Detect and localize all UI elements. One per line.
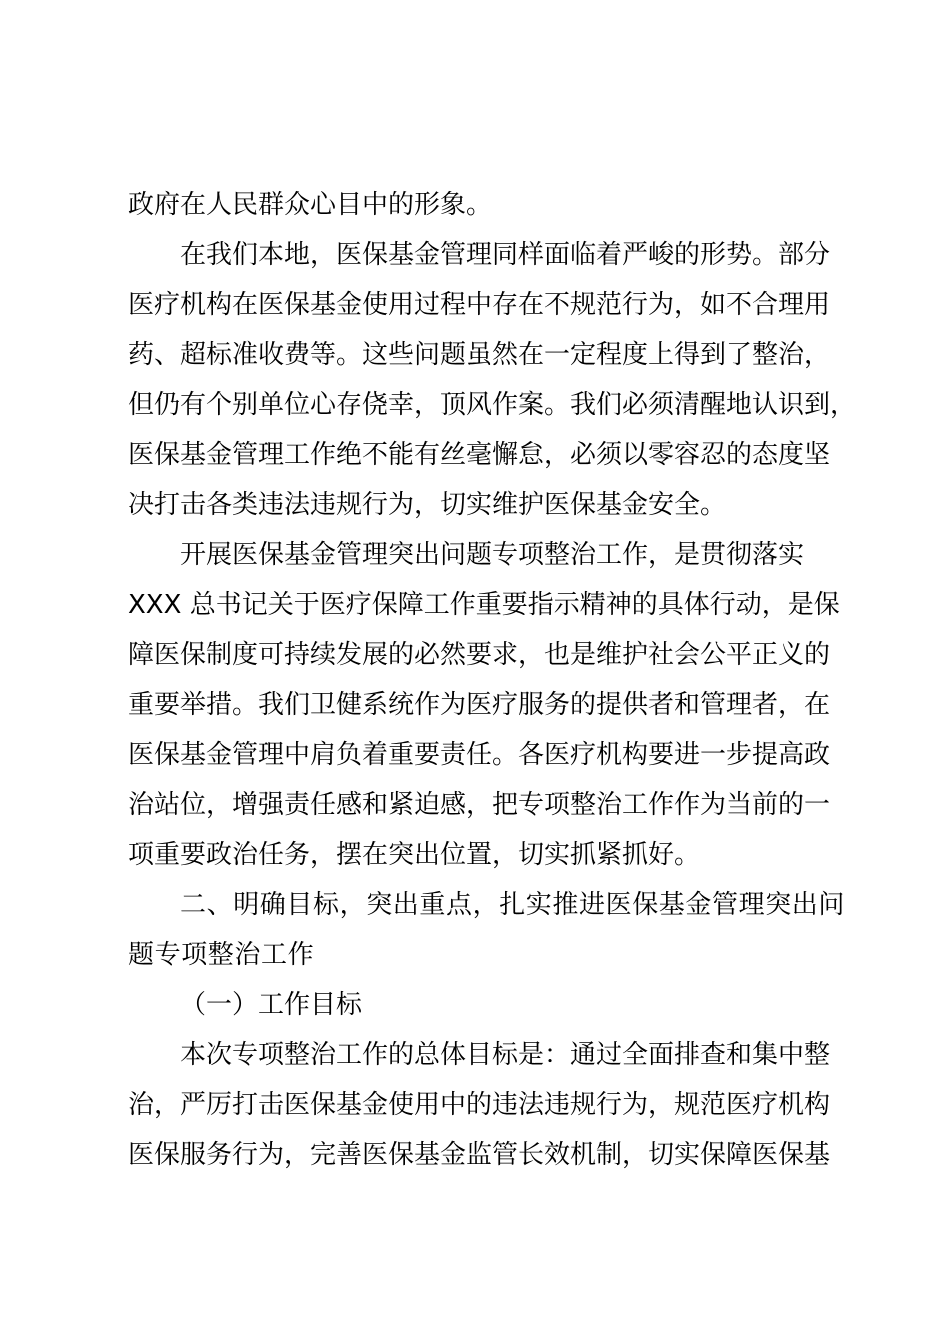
subsection-heading — [128, 980, 834, 1030]
text-line: 药、超标准收费等。这些问题虽然在一定程度上得到了整治， — [128, 340, 831, 370]
heading-line: 题专项整治工作 — [128, 940, 315, 970]
text-line: 但仍有个别单位心存侥幸，顶风作案。我们必须清醒地认识到， — [128, 390, 857, 420]
text-line: 治站位，增强责任感和紧迫感，把专项整治工作作为当前的一 — [128, 790, 831, 820]
text-line: XXX 总书记关于医疗保障工作重要指示精神的具体行动，是保 — [128, 590, 840, 620]
text-line: 治，严厉打击医保基金使用中的违法违规行为，规范医疗机构 — [128, 1090, 831, 1120]
document-body — [128, 180, 857, 1180]
text-line: 开展医保基金管理突出问题专项整治工作，是贯彻落实 — [180, 540, 805, 570]
paragraph-continuation — [128, 180, 834, 230]
section-heading — [128, 880, 846, 980]
paragraph-significance — [128, 530, 840, 880]
text-line: 政府在人民群众心目中的形象。 — [128, 190, 493, 220]
heading-line: 二、明确目标，突出重点，扎实推进医保基金管理突出问 — [180, 890, 846, 920]
text-line: 重要举措。我们卫健系统作为医疗服务的提供者和管理者，在 — [128, 690, 831, 720]
subheading-line: （一）工作目标 — [180, 990, 363, 1020]
text-line: 本次专项整治工作的总体目标是：通过全面排查和集中整 — [180, 1040, 831, 1070]
text-line: 障医保制度可持续发展的必然要求，也是维护社会公平正义的 — [128, 640, 831, 670]
text-line: 决打击各类违法违规行为，切实维护医保基金安全。 — [128, 490, 727, 520]
text-line: 医保基金管理工作绝不能有丝毫懈怠，必须以零容忍的态度坚 — [128, 440, 831, 470]
text-line: 医保服务行为，完善医保基金监管长效机制，切实保障医保基 — [128, 1140, 831, 1170]
text-line: 医保基金管理中肩负着重要责任。各医疗机构要进一步提高政 — [128, 740, 831, 770]
text-line: 医疗机构在医保基金使用过程中存在不规范行为，如不合理用 — [128, 290, 831, 320]
paragraph-goals — [128, 1030, 834, 1180]
paragraph-local-situation — [128, 230, 857, 530]
text-line: 项重要政治任务，摆在突出位置，切实抓紧抓好。 — [128, 840, 701, 870]
text-line: 在我们本地，医保基金管理同样面临着严峻的形势。部分 — [180, 240, 831, 270]
